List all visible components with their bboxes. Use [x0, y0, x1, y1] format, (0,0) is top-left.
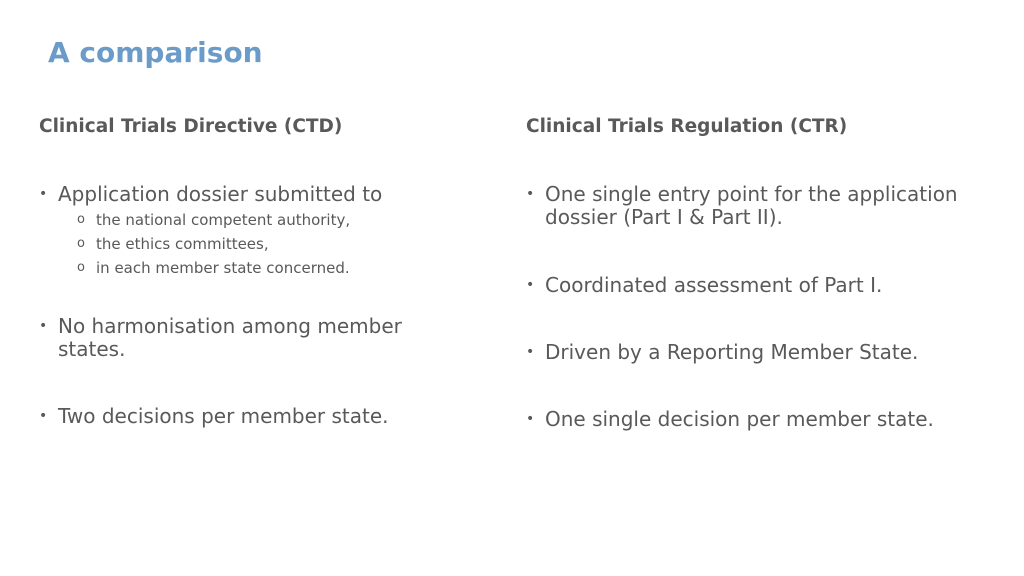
- ctr-bullet-list: [526, 183, 976, 431]
- sub-list-item: o the ethics committees,: [77, 232, 469, 256]
- ctd-column: [39, 114, 469, 428]
- list-item: • No harmonisation among member states.: [39, 315, 469, 361]
- ctd-heading: Clinical Trials Directive (CTD): [39, 116, 343, 137]
- sub-list-item: o the national competent authority,: [77, 208, 469, 232]
- sub-list-item: o in each member state concerned.: [77, 256, 469, 280]
- list-item: • Coordinated assessment of Part I.: [526, 274, 976, 297]
- ctd-bullet-application-dossier: Application dossier submitted to: [58, 182, 383, 206]
- ctr-column: [526, 114, 976, 431]
- list-item: • One single entry point for the application dossier (Part I & Part II).: [526, 183, 976, 229]
- ctd-sub-list: [58, 208, 469, 280]
- list-item: • Driven by a Reporting Member State.: [526, 341, 976, 364]
- list-item: [39, 183, 469, 280]
- list-item: • Two decisions per member state.: [39, 405, 469, 428]
- list-item: • One single decision per member state.: [526, 408, 976, 431]
- ctd-bullet-list: [39, 183, 469, 428]
- slide-title: A comparison: [48, 36, 263, 69]
- ctr-heading: Clinical Trials Regulation (CTR): [526, 116, 848, 137]
